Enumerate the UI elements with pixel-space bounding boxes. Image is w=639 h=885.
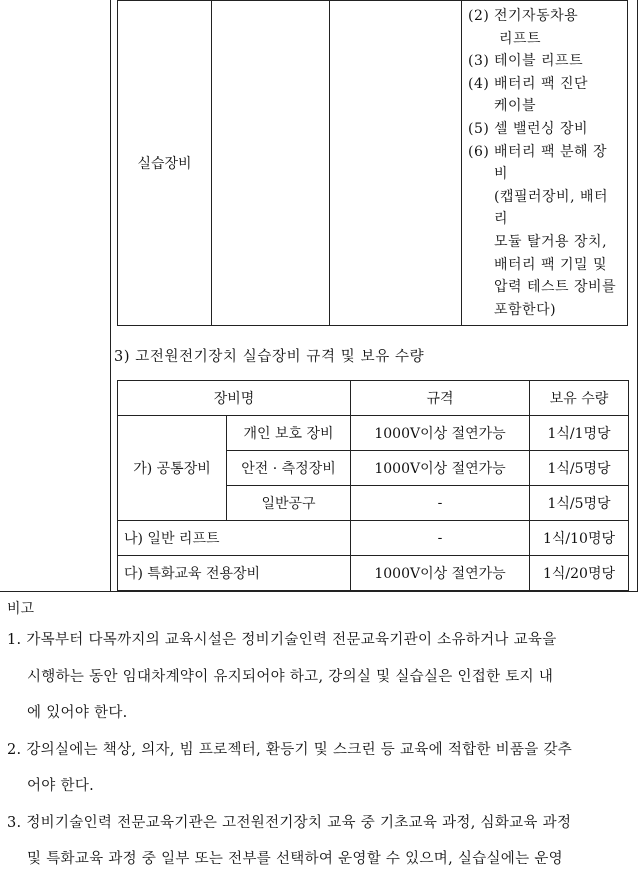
empty-cell: [330, 1, 462, 326]
remarks-section: [7, 594, 635, 878]
table-row: 나) 일반 리프트 - 1식/10명당: [118, 521, 629, 556]
spec-table: [117, 380, 629, 591]
table-row: 다) 특화교육 전용장비 1000V이상 절연가능 1식/20명당: [118, 556, 629, 591]
group-a-label: 가) 공통장비: [118, 416, 227, 521]
table-row: 가) 공통장비 개인 보호 장비 1000V이상 절연가능 1식/1명당: [118, 416, 629, 451]
list-item: (4) 배터리 팩 진단 케이블: [468, 75, 589, 115]
table-header-row: [118, 381, 629, 416]
list-item: (2) 전기자동차용 리프트: [468, 8, 579, 47]
remark-2: 2. 강의실에는 책상, 의자, 빔 프로젝터, 환등기 및 스크린 등 교육에 적합한 비품을 갖추 어야 한다.: [7, 741, 573, 794]
outer-frame-right: [637, 0, 638, 591]
list-item: (5) 셀 밸런싱 장비: [468, 120, 589, 137]
remarks-heading: 비고: [7, 601, 35, 617]
category-cell: 실습장비: [118, 1, 212, 326]
outer-frame-bottom: [0, 591, 638, 592]
remark-1: 1. 가목부터 다목까지의 교육시설은 정비기술인력 전문교육기관이 소유하거나 교육을 시행하는 동안 임대차계약이 유지되어야 하고, 강의실 및 실습실은 인접한 토지 내 에 있어야 한다.: [7, 632, 557, 721]
header-spec: 규격: [351, 381, 530, 416]
outer-frame-left: [0, 0, 111, 591]
remark-3: 3. 정비기술인력 전문교육기관은 고전원전기장치 교육 중 기초교육 과정, 심화교육 과정 및 특화교육 과정 중 일부 또는 전부를 선택하여 운영할 수 있으며, 실습실에는 운영: [7, 814, 572, 867]
empty-cell: [212, 1, 330, 326]
table-row: 일반공구 - 1식/5명당: [118, 486, 629, 521]
list-item: (6) 배터리 팩 분해 장비 (캡필러장비, 배터리 모듈 탈거용 장치, 배터리 팩 기밀 및 압력 테스트 장비를 포함한다): [468, 143, 617, 318]
header-name: 장비명: [118, 381, 351, 416]
table-row: 안전 · 측정장비 1000V이상 절연가능 1식/5명당: [118, 451, 629, 486]
list-item: (3) 테이블 리프트: [468, 53, 584, 70]
equipment-table: [117, 0, 628, 326]
item-list-cell: [462, 1, 628, 326]
header-qty: 보유 수량: [530, 381, 629, 416]
section-title: 3) 고전원전기장치 실습장비 규격 및 보유 수량: [114, 349, 425, 365]
